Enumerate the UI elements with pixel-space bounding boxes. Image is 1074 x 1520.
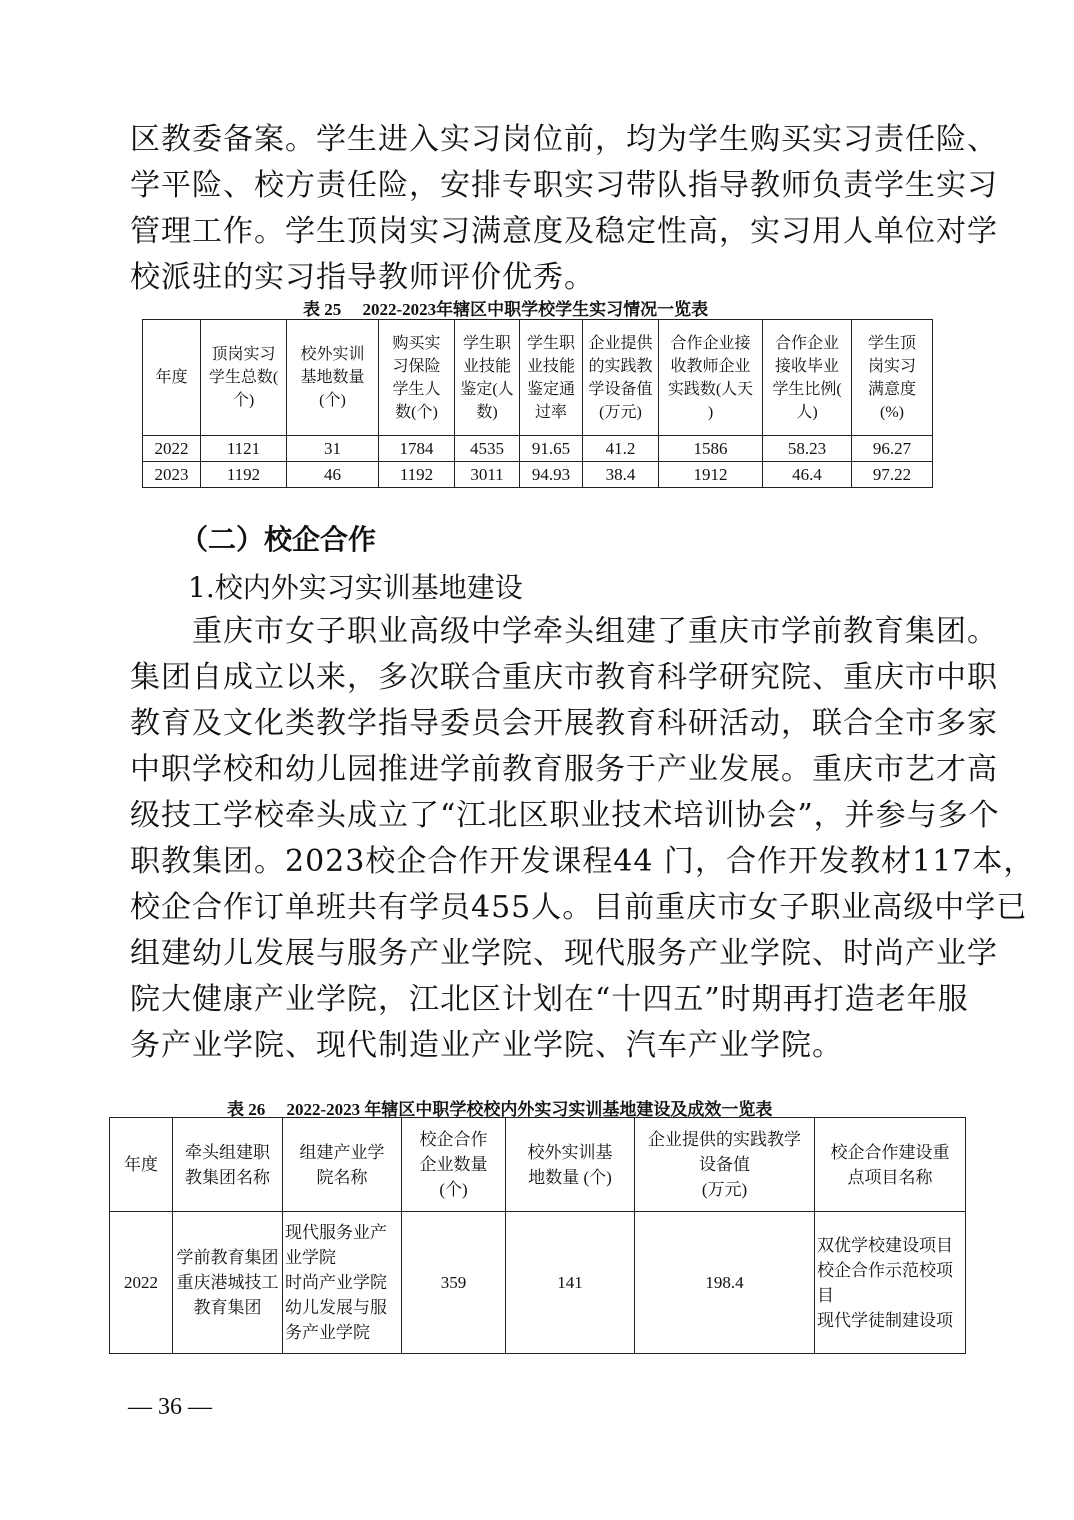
body-paragraph-line: 中职学校和幼儿园推进学前教育服务于产业发展。重庆市艺才高	[130, 752, 998, 787]
table25-header-cell	[583, 320, 659, 436]
intro-paragraph	[130, 117, 998, 301]
table26-header-text: 校企合作	[419, 1130, 488, 1149]
body-paragraph-line: 院大健康产业学院，江北区计划在“十四五”时期再打造老年服	[130, 982, 969, 1017]
table25-cell: 1121	[201, 436, 287, 462]
table25-header-text: 合作企业接	[670, 334, 751, 352]
body-paragraph	[130, 609, 1035, 1069]
table25-header-text: 学生比例(	[772, 380, 842, 398]
table25-header-text: 学生总数(	[208, 369, 279, 386]
table25-header-text: 学生人	[392, 380, 441, 398]
table25-cell: 96.27	[852, 436, 933, 462]
table26-college-name: 业学院	[285, 1248, 336, 1267]
table25-header-text: 学生顶	[867, 334, 916, 352]
table25-cell: 97.22	[852, 462, 933, 488]
table26-header-text: 年度	[124, 1155, 158, 1174]
table26-header-text: (个)	[439, 1180, 468, 1199]
table25-header-text: 的实践教	[588, 357, 653, 375]
table25-header-text: (个)	[319, 392, 346, 409]
table25-header-cell	[455, 320, 520, 436]
table25-header-text: (%)	[880, 403, 904, 421]
table25-header-text: 接收毕业	[774, 357, 839, 375]
table26-project-name: 现代学徒制建设项	[817, 1310, 953, 1330]
table26-project-name: 目	[817, 1285, 834, 1305]
table25-cell: 4535	[455, 436, 520, 462]
table25-header-text: 企业提供	[588, 334, 653, 352]
table25-cell: 58.23	[763, 436, 852, 462]
intro-paragraph-line: 学平险、校方责任险，安排专职实习带队指导教师负责学生实习	[130, 168, 998, 203]
page-number: — 36 —	[128, 1394, 212, 1420]
table26-college-name: 现代服务业产	[285, 1223, 387, 1242]
table25-cell: 1192	[201, 462, 287, 488]
table26-header-text: (万元)	[701, 1180, 748, 1199]
table25-cell: 91.65	[520, 436, 583, 462]
table25-cell: 46.4	[763, 462, 852, 488]
table25-header-cell	[287, 320, 379, 436]
table26-header-cell	[110, 1118, 173, 1212]
table26-header-text: 企业提供的实践教学	[648, 1130, 801, 1149]
table25-header-row	[143, 320, 933, 436]
table25	[142, 319, 933, 488]
intro-paragraph-line: 校派驻的实习指导教师评价优秀。	[130, 260, 595, 295]
table25-cell: 38.4	[583, 462, 659, 488]
table25-header-text: 学生职	[526, 334, 575, 352]
table25-header-text: 学设备值	[588, 380, 653, 398]
table26-header-text: 点项目名称	[847, 1167, 933, 1187]
table26-header-text: 企业数量	[419, 1155, 488, 1174]
table26-equipment-value-cell: 198.4	[635, 1212, 815, 1354]
table26-colleges-cell	[283, 1212, 402, 1354]
table25-header-text: 实践数(人天	[667, 380, 754, 398]
table26-header-text: 教集团名称	[185, 1167, 270, 1187]
intro-paragraph-line: 管理工作。学生顶岗实习满意度及稳定性高，实习用人单位对学	[130, 214, 998, 249]
table25-cell: 1784	[379, 436, 455, 462]
table25-header-text: 业技能	[526, 357, 575, 375]
table26-header-cell	[506, 1118, 635, 1212]
table26-header-text: 设备值	[699, 1155, 750, 1174]
table25-header-text: 数(个)	[395, 403, 438, 421]
table25-header-text: 习保险	[392, 357, 441, 375]
table25-header-text: 人)	[796, 403, 818, 421]
table25-cell: 94.93	[520, 462, 583, 488]
table26-project-name: 双优学校建设项目	[817, 1235, 953, 1255]
table25-header-text: 过率	[534, 403, 567, 421]
table25-header-text: 业技能	[462, 357, 511, 375]
table26-enterprise-count-cell: 359	[402, 1212, 506, 1354]
table25-header-cell	[763, 320, 852, 436]
table26-row	[110, 1212, 966, 1354]
table26-header-cell	[815, 1118, 966, 1212]
table26-year-cell: 2022	[110, 1212, 173, 1354]
table25-header-cell	[379, 320, 455, 436]
table25-header-text: 收教师企业	[670, 357, 751, 375]
table26-group-name: 重庆港城技工	[176, 1273, 279, 1292]
table26-header-text: 地数量 (个)	[528, 1167, 612, 1187]
table25-header-cell	[201, 320, 287, 436]
body-paragraph-line: 集团自成立以来，多次联合重庆市教育科学研究院、重庆市中职	[130, 660, 998, 695]
table25-header-text: 基地数量	[300, 369, 365, 386]
table26-header-text: 校外实训基	[527, 1142, 613, 1162]
table25-header-text: 鉴定通	[526, 380, 575, 398]
table25-header-text: )	[707, 403, 714, 421]
table25-row	[143, 462, 933, 488]
table26-group-name: 教育集团	[193, 1298, 262, 1317]
body-paragraph-line: 重庆市女子职业高级中学牵头组建了重庆市学前教育集团。	[130, 614, 998, 649]
table25-header-text: 购买实	[392, 334, 441, 352]
table25-cell: 46	[287, 462, 379, 488]
table25-cell: 2022	[143, 436, 201, 462]
table25-header-text: 个)	[232, 392, 255, 409]
section-heading: （二）校企合作	[180, 523, 377, 556]
table25-cell: 1586	[659, 436, 763, 462]
table26-college-name: 时尚产业学院	[285, 1273, 387, 1292]
body-paragraph-line: 级技工学校牵头成立了“江北区职业技术培训协会”，并参与多个	[130, 798, 1000, 833]
table25-cell: 31	[287, 436, 379, 462]
table25-header-cell	[659, 320, 763, 436]
table25-header-cell	[520, 320, 583, 436]
table25-header-text: 满意度	[867, 380, 916, 398]
table26-project-name: 校企合作示范校项	[817, 1260, 953, 1280]
table26-base-count-cell: 141	[506, 1212, 635, 1354]
body-paragraph-line: 校企合作订单班共有学员455人。目前重庆市女子职业高级中学已	[130, 890, 1028, 925]
table25-cell: 41.2	[583, 436, 659, 462]
table25-header-text: 年度	[155, 369, 188, 386]
body-paragraph-line: 组建幼儿发展与服务产业学院、现代服务产业学院、时尚产业学	[130, 936, 998, 971]
table26-header-cell	[635, 1118, 815, 1212]
subsection-heading: 1.校内外实习实训基地建设	[188, 571, 523, 604]
table25-header-text: 数)	[476, 403, 498, 421]
table26-college-name: 务产业学院	[285, 1323, 370, 1342]
table26-group-name: 学前教育集团	[176, 1248, 279, 1267]
table26-header-cell	[283, 1118, 402, 1212]
table25-header-text: (万元)	[599, 403, 642, 421]
table26-projects-cell	[815, 1212, 966, 1354]
table26-caption: 表 26 2022-2023 年辖区中职学校校内外实习实训基地建设及成效一览表	[227, 1100, 773, 1119]
table26-header-text: 组建产业学	[299, 1142, 385, 1162]
table26	[109, 1117, 966, 1354]
table26-groups-cell	[173, 1212, 283, 1354]
table25-header-text: 鉴定(人	[460, 380, 514, 398]
table26-header-cell	[402, 1118, 506, 1212]
body-paragraph-line: 务产业学院、现代制造业产业学院、汽车产业学院。	[130, 1028, 843, 1063]
table26-header-text: 院名称	[316, 1167, 368, 1187]
body-paragraph-line: 职教集团。2023校企合作开发课程44 门，合作开发教材117本，	[130, 844, 1035, 879]
table25-row	[143, 436, 933, 462]
table25-caption: 表 25 2022-2023年辖区中职学校学生实习情况一览表	[303, 300, 709, 319]
table25-header-text: 学生职	[462, 334, 511, 352]
table26-header-text: 校企合作建设重	[830, 1142, 950, 1162]
table25-header-cell	[852, 320, 933, 436]
table25-cell: 2023	[143, 462, 201, 488]
table25-header-cell	[143, 320, 201, 436]
table25-cell: 3011	[455, 462, 520, 488]
table25-header-text: 岗实习	[867, 357, 916, 375]
intro-paragraph-line: 区教委备案。学生进入实习岗位前，均为学生购买实习责任险、	[130, 122, 998, 157]
table25-header-text: 顶岗实习	[211, 346, 276, 363]
table26-header-text: 牵头组建职	[185, 1142, 270, 1162]
table26-header-cell	[173, 1118, 283, 1212]
table26-header-row	[110, 1118, 966, 1212]
table26-college-name: 幼儿发展与服	[285, 1298, 387, 1317]
body-paragraph-line: 教育及文化类教学指导委员会开展教育科研活动，联合全市多家	[130, 706, 998, 741]
table25-cell: 1192	[379, 462, 455, 488]
table25-cell: 1912	[659, 462, 763, 488]
table25-header-text: 合作企业	[774, 334, 839, 352]
table25-header-text: 校外实训	[300, 346, 365, 363]
